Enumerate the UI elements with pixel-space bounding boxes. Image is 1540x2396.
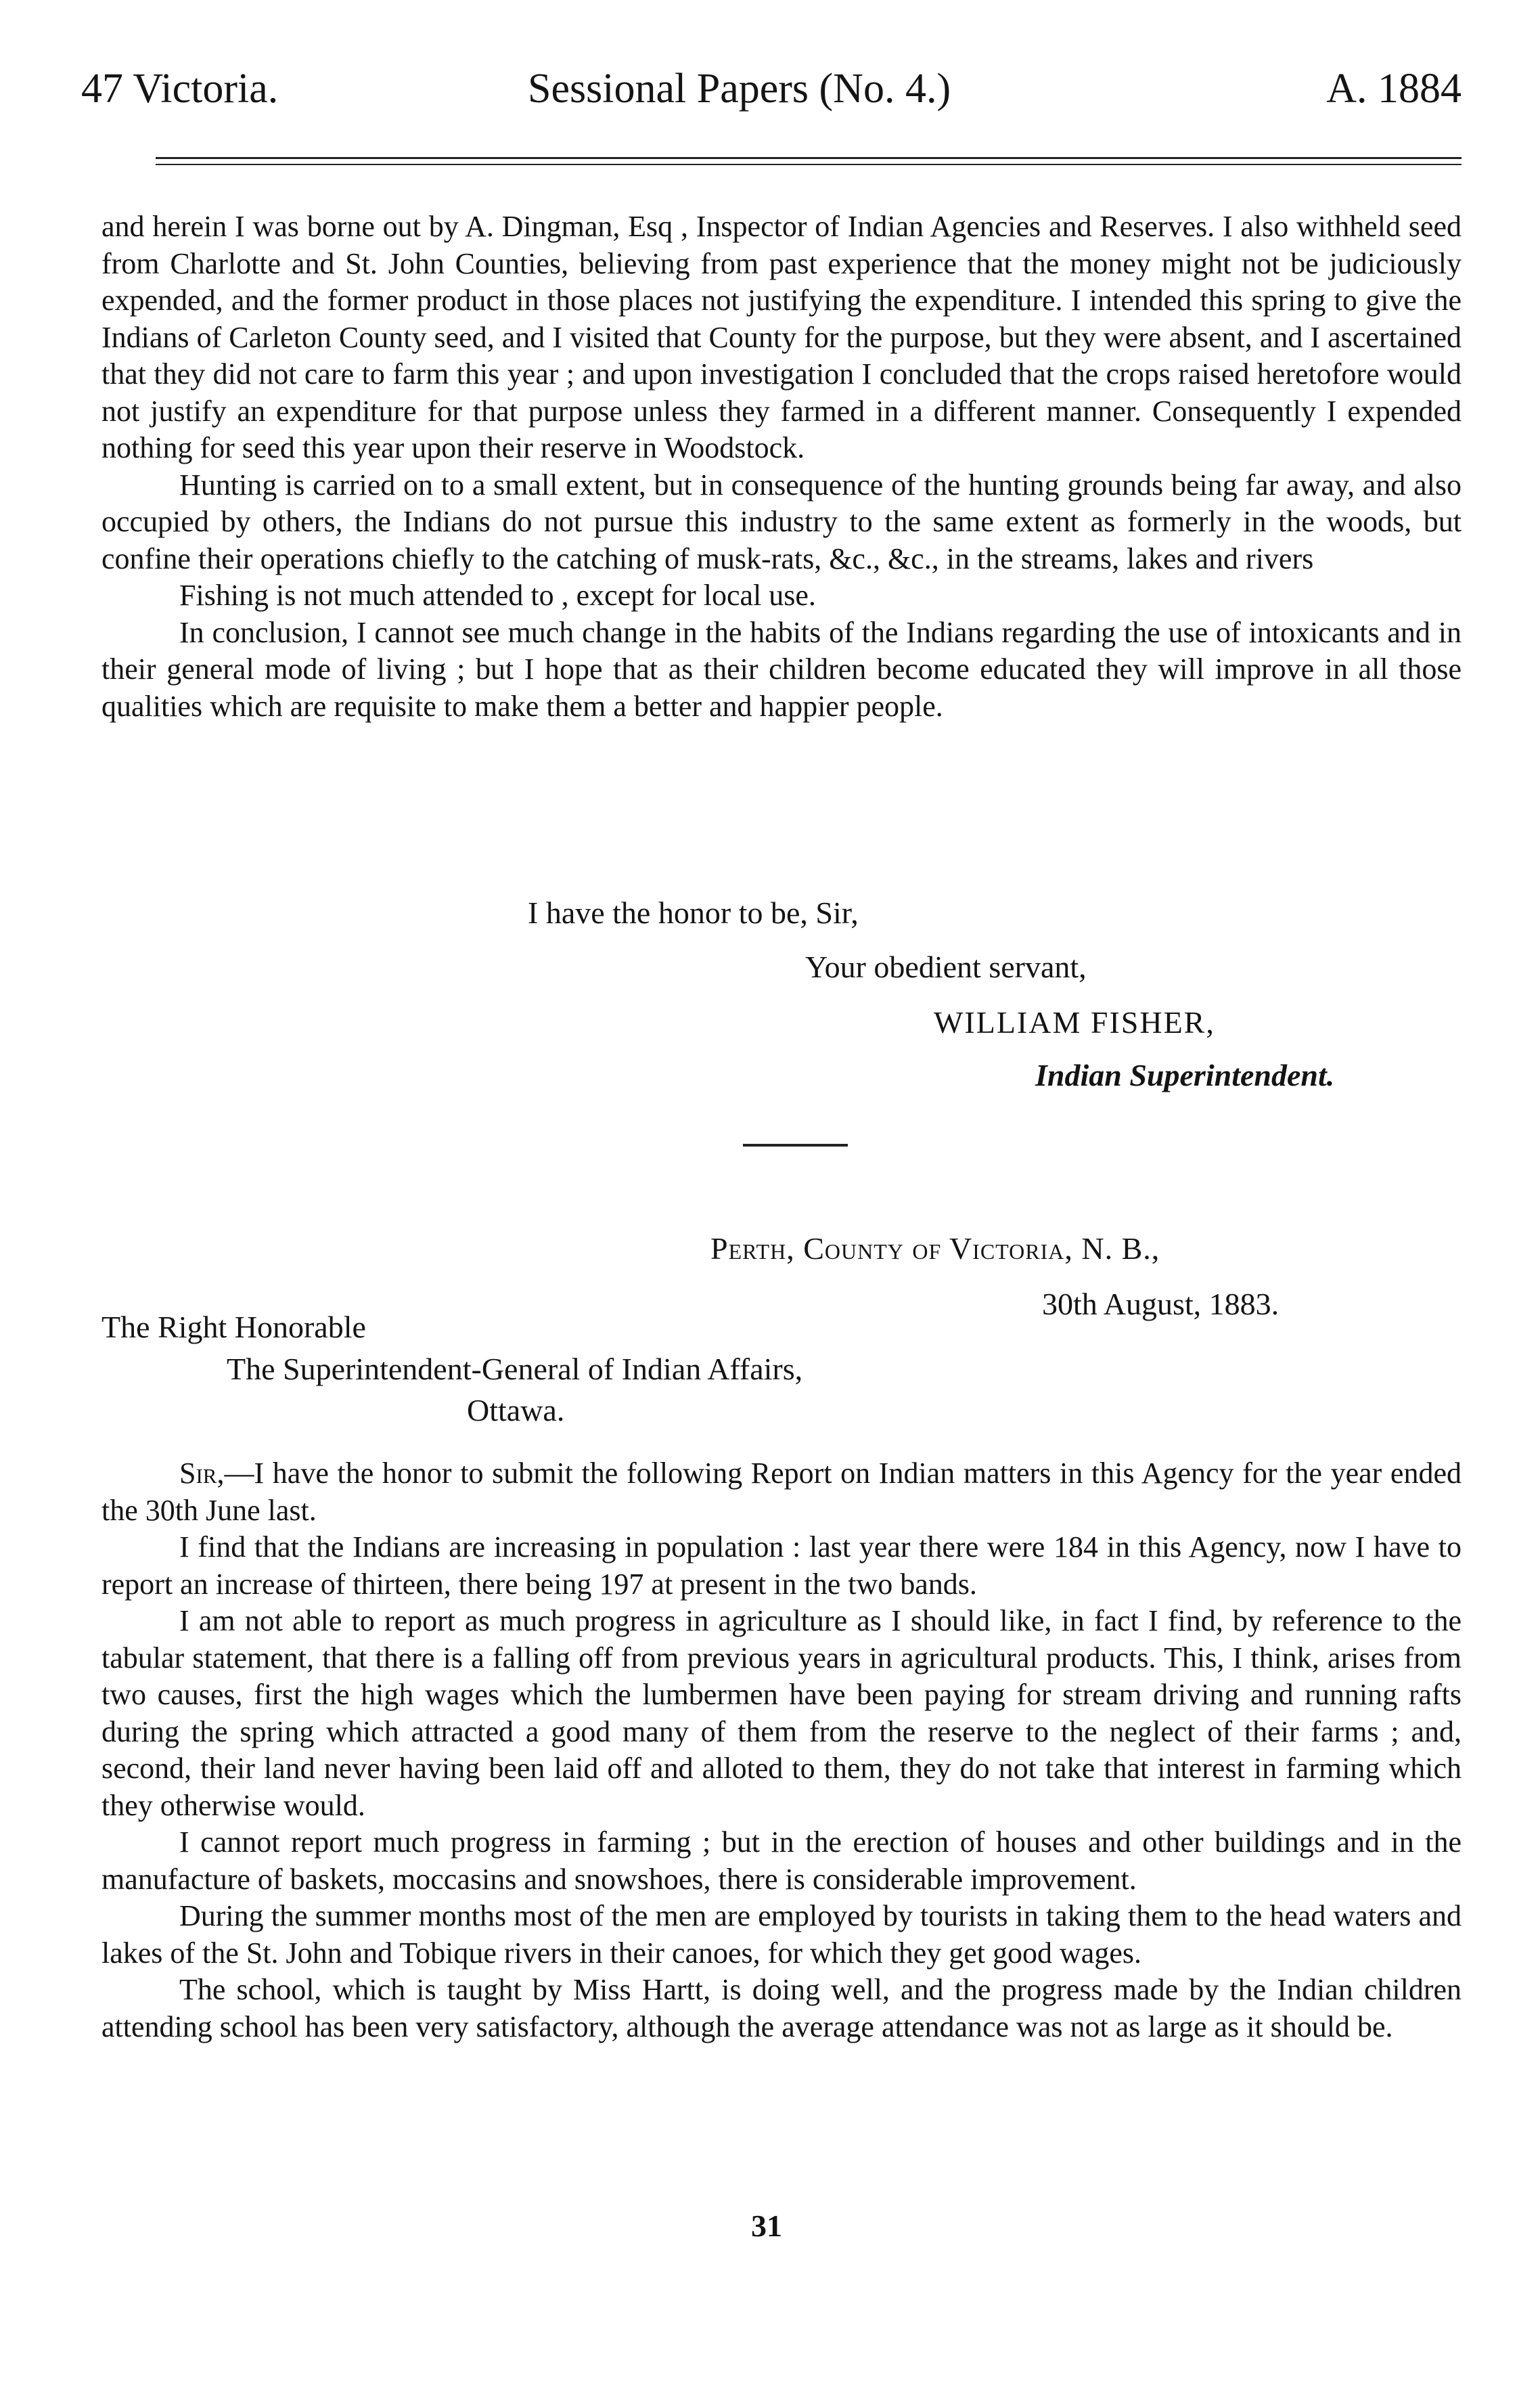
header-regnal-year: 47 Victoria.	[81, 66, 279, 112]
letter-date: 30th August, 1883.	[1042, 1287, 1279, 1321]
page-header	[81, 65, 1462, 126]
addressee-line-1: The Right Honorable	[101, 1310, 366, 1344]
header-rule-bottom	[156, 164, 1462, 165]
paragraph-fishing: Fishing is not much attended to , except for local use.	[179, 579, 816, 612]
signature-title: Indian Superintendent.	[1035, 1058, 1335, 1092]
closing-honor-line: I have the honor to be, Sir,	[528, 895, 859, 930]
paragraph-population: I find that the Indians are increasing in population : last year there were 184 in this Agency, now I have to report an increase of thirteen, there being 197 at present in the two bands.	[101, 1530, 1462, 1601]
section-divider	[743, 1144, 848, 1147]
paragraph-agriculture: I am not able to report as much progress in agriculture as I should like, in fact I find, by reference to the tabular statement, that there is a falling off from previous years in agricultural products. This, I think, arises from two causes, first the high wages which the lumbermen have been paying for stream driving and running rafts during the spring which attracted a good many of them from the reserve to the neglect of their farms ; and, second, their land never having been laid off and alloted to them, they do not take that interest in farming which they otherwise would.	[101, 1604, 1462, 1822]
letter-place: Perth, County of Victoria, N. B.,	[710, 1231, 1160, 1266]
paragraph-seed-withheld: and herein I was borne out by A. Dingman, Esq , Inspector of Indian Agencies and Reserves. I also withheld seed from Charlotte and St. John Counties, believing from past experience that the money might not be judiciously expended, and the former product in those places not justifying the expenditure. I intended this spring to give the Indians of Carleton County seed, and I visited that County for the purpose, but they were absent, and I ascertained that they did not care to farm this year ; and upon investigation I concluded that the crops raised heretofore would not justify an expenditure for that purpose unless they farmed in a different manner. Consequently I expended nothing for seed this year upon their reserve in Woodstock.	[101, 210, 1462, 464]
salutation-text: —I have the honor to submit the following Report on Indian matters in this Agency for the year ended the 30th June last.	[101, 1457, 1462, 1527]
signature-name: WILLIAM FISHER,	[934, 1005, 1215, 1040]
salutation: Sir,	[179, 1457, 225, 1490]
addressee-line-3: Ottawa.	[467, 1393, 565, 1427]
addressee-line-2: The Superintendent-General of Indian Affairs,	[227, 1352, 803, 1386]
paragraph-conclusion: In conclusion, I cannot see much change in the habits of the Indians regarding the use of intoxicants and in their general mode of living ; but I hope that as their children become educated they will improve in all those qualities which are requisite to make them a better and happier people.	[101, 615, 1462, 723]
header-year: A. 1884	[1326, 66, 1462, 112]
report-body	[101, 1455, 1462, 2045]
paragraph-summer-work: During the summer months most of the men are employed by tourists in taking them to the head waters and lakes of the St. John and Tobique rivers in their canoes, for which they get good wages.	[101, 1899, 1462, 1970]
header-rule-top	[156, 157, 1462, 159]
paragraph-hunting: Hunting is carried on to a small extent, but in consequence of the hunting grounds being far away, and also occupied by others, the Indians do not pursue this industry to the same extent as formerly in the woods, but confine their operations chiefly to the catching of musk-rats, &c., &c., in the streams, lakes and rivers	[101, 468, 1462, 575]
paragraph-salutation	[101, 1455, 1462, 1529]
paragraph-school: The school, which is taught by Miss Hartt, is doing well, and the progress made by the Indian children attending school has been very satisfactory, although the average attendance was not as large as it should be.	[101, 1973, 1462, 2043]
header-sessional-papers: Sessional Papers (No. 4.)	[528, 66, 951, 112]
paragraph-farming: I cannot report much progress in farming ; but in the erection of houses and other buildings and in the manufacture of baskets, moccasins and snowshoes, there is considerable improvement.	[101, 1825, 1462, 1896]
closing-servant-line: Your obedient servant,	[805, 950, 1087, 984]
page-number: 31	[751, 2209, 782, 2243]
report-continuation	[101, 208, 1462, 725]
